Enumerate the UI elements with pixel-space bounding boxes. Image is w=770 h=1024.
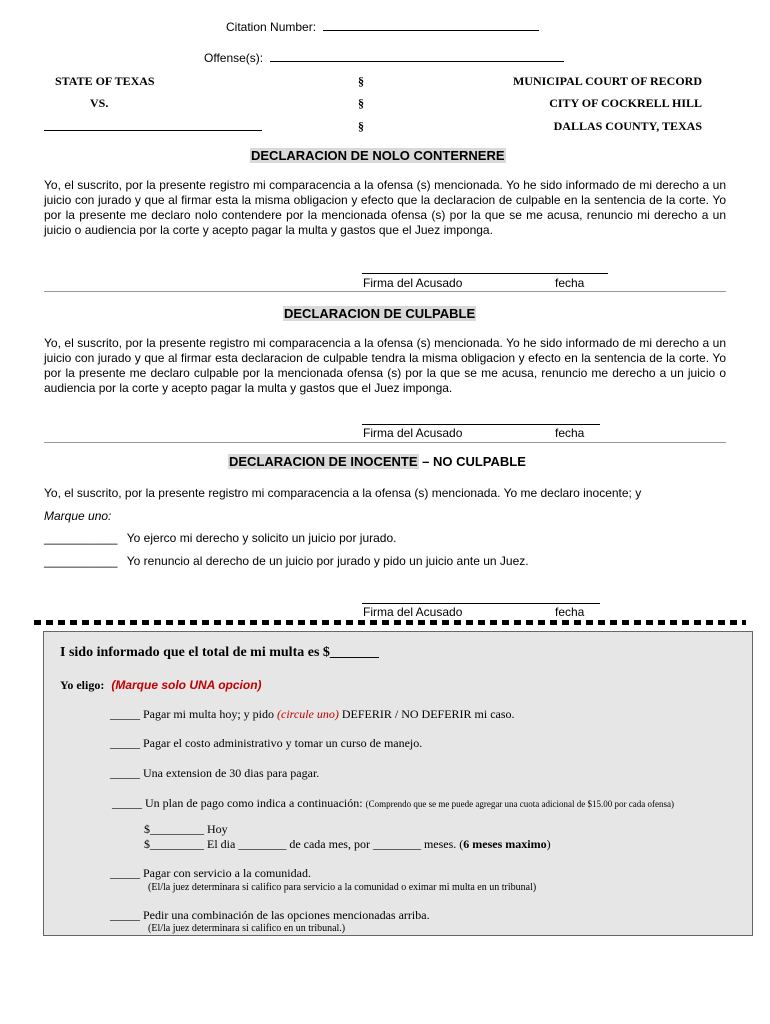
nolo-date-label: fecha: [555, 276, 585, 290]
judge-trial-blank[interactable]: ___________: [44, 554, 118, 568]
court-name: MUNICIPAL COURT OF RECORD: [512, 74, 702, 88]
offense-blank[interactable]: [270, 61, 564, 62]
inocente-title-text: DECLARACION DE INOCENTE: [229, 454, 418, 469]
fine-amount-blank[interactable]: _______: [329, 645, 379, 660]
city-name: CITY OF COCKRELL HILL: [549, 96, 702, 110]
divider: [44, 291, 726, 292]
option-community-service[interactable]: [110, 866, 311, 881]
citation-number-field[interactable]: [226, 20, 539, 34]
option-payment-plan-text: Un plan de pago como indica a continuación:: [145, 796, 363, 810]
culpable-signature-line[interactable]: [362, 424, 600, 425]
culpable-date-label: fecha: [555, 426, 585, 440]
citation-label: Citation Number:: [226, 20, 317, 34]
nolo-title-text: DECLARACION DE NOLO CONTERNERE: [251, 148, 505, 163]
plan-today-amount[interactable]: [144, 822, 228, 837]
option-extension[interactable]: [110, 766, 319, 781]
nolo-title: [250, 148, 506, 163]
option-blank[interactable]: _____: [110, 736, 140, 750]
option-combination-text: Pedir una combinación de las opciones mencionadas arriba.: [143, 908, 430, 922]
jury-trial-blank[interactable]: ___________: [44, 531, 118, 545]
plan-monthly-text: El dia ________ de cada mes, por ________ meses. (: [207, 837, 464, 851]
plan-close-paren: ): [546, 837, 551, 851]
nolo-body: Yo, el suscrito, por la presente registro mi comparacencia a la ofensa (s) mencionada. Yo he sido informado de mi derecho a un juicio con jurado y que al firmar esta la misma obligacion y efecto que la declaracion de culpable en la sentencia de la corte. Yo por la presente me declaro nolo contendere por la mencionada ofensa (s) por la que se me acusa, renuncio mi derecho a un juicio o audiencia por la corte y acepto pagar la multa y gastos que el Juez imponga.: [44, 178, 726, 237]
plan-max-months: 6 meses maximo: [463, 837, 547, 851]
culpable-body: Yo, el suscrito, por la presente registro mi comparacencia a la ofensa (s) mencionada. Yo he sido informado de mi derecho a un juicio con jurado y que al firmar esta declaracion de culpable tendra la misma obligacion y efecto en la sentencia de la corte. Yo por la presente me declaro culpable por la mencionada ofensa (s) por la que se me acusa, renuncio me derecho a un juicio o audiencia por la corte y acepto pagar la multa y gastos que el Juez imponga.: [44, 336, 726, 395]
culpable-title: [283, 306, 476, 321]
offense-label: Offense(s):: [204, 51, 264, 65]
option-driving-course-text: Pagar el costo administrativo y tomar un curso de manejo.: [143, 736, 423, 750]
judge-trial-text: Yo renuncio al derecho de un juicio por jurado y pido un juicio ante un Juez.: [126, 554, 529, 568]
payment-plan-fee-note: (Comprendo que se me puede agregar una cuota adicional de $15.00 por cada ofensa): [365, 799, 674, 809]
culpable-title-text: DECLARACION DE CULPABLE: [284, 306, 476, 321]
plan-monthly-amount[interactable]: [144, 837, 551, 852]
option-blank[interactable]: _____: [110, 707, 140, 721]
county-name: DALLAS COUNTY, TEXAS: [553, 119, 702, 133]
fine-amount-text: I sido informado que el total de mi multa es $: [60, 645, 330, 660]
inocente-body: Yo, el suscrito, por la presente registro mi comparacencia a la ofensa (s) mencionada. Yo me declaro inocente; y: [44, 486, 642, 500]
option-community-service-text: Pagar con servicio a la comunidad.: [143, 866, 311, 880]
option-blank[interactable]: _____: [110, 908, 140, 922]
inocente-date-label: fecha: [555, 605, 585, 619]
option-extension-text: Una extension de 30 dias para pagar.: [143, 766, 320, 780]
option-payment-plan[interactable]: [112, 796, 674, 811]
judge-trial-option[interactable]: [44, 554, 529, 568]
culpable-signature-label: Firma del Acusado: [363, 426, 463, 440]
jury-trial-text: Yo ejerco mi derecho y solicito un juicio por jurado.: [126, 531, 397, 545]
inocente-signature-line[interactable]: [362, 603, 600, 604]
combination-note: (El/la juez determinara si califico en un tribunal.): [148, 923, 346, 934]
option-driving-course[interactable]: [110, 736, 422, 751]
yo-eligo-label: Yo eligo:: [60, 678, 105, 692]
divider: [44, 442, 726, 443]
circle-one-note: (circule uno): [277, 707, 339, 721]
deferral-choice-text: DEFERIR / NO DEFERIR mi caso.: [338, 707, 515, 721]
nolo-signature-line[interactable]: [362, 273, 608, 274]
vs-label: VS.: [90, 96, 109, 110]
option-blank[interactable]: _____: [112, 796, 142, 810]
community-service-note: (El/la juez determinara si califico para servicio a la comunidad o eximar mi multa en un tribunal): [148, 882, 537, 893]
marque-uno: Marque uno:: [44, 509, 112, 523]
state-of-texas: STATE OF TEXAS: [55, 74, 155, 88]
inocente-signature-label: Firma del Acusado: [363, 605, 463, 619]
plan-today-label: Hoy: [207, 822, 228, 836]
marque-solo-note: (Marque solo UNA opcion): [111, 678, 262, 692]
offense-field[interactable]: [204, 51, 564, 65]
yo-eligo-line: [60, 678, 262, 693]
option-pay-today-text: Pagar mi multa hoy; y pido: [143, 707, 277, 721]
option-combination[interactable]: [110, 908, 430, 923]
inocente-title-suffix: – NO CULPABLE: [418, 454, 526, 469]
defendant-name-line[interactable]: [44, 130, 262, 131]
section-sign: §: [358, 74, 364, 88]
inocente-title: [228, 454, 526, 469]
nolo-signature-label: Firma del Acusado: [363, 276, 463, 290]
section-sign: §: [358, 96, 364, 110]
option-blank[interactable]: _____: [110, 766, 140, 780]
section-sign: §: [358, 119, 364, 133]
jury-trial-option[interactable]: [44, 531, 396, 545]
option-pay-today[interactable]: [110, 707, 515, 722]
cut-line: [34, 620, 746, 625]
fine-options-box: [43, 631, 753, 936]
option-blank[interactable]: _____: [110, 866, 140, 880]
plan-monthly-blank[interactable]: $_________: [144, 837, 204, 851]
citation-blank[interactable]: [323, 30, 539, 31]
plan-today-blank[interactable]: $_________: [144, 822, 204, 836]
fine-amount-line: [60, 645, 379, 661]
